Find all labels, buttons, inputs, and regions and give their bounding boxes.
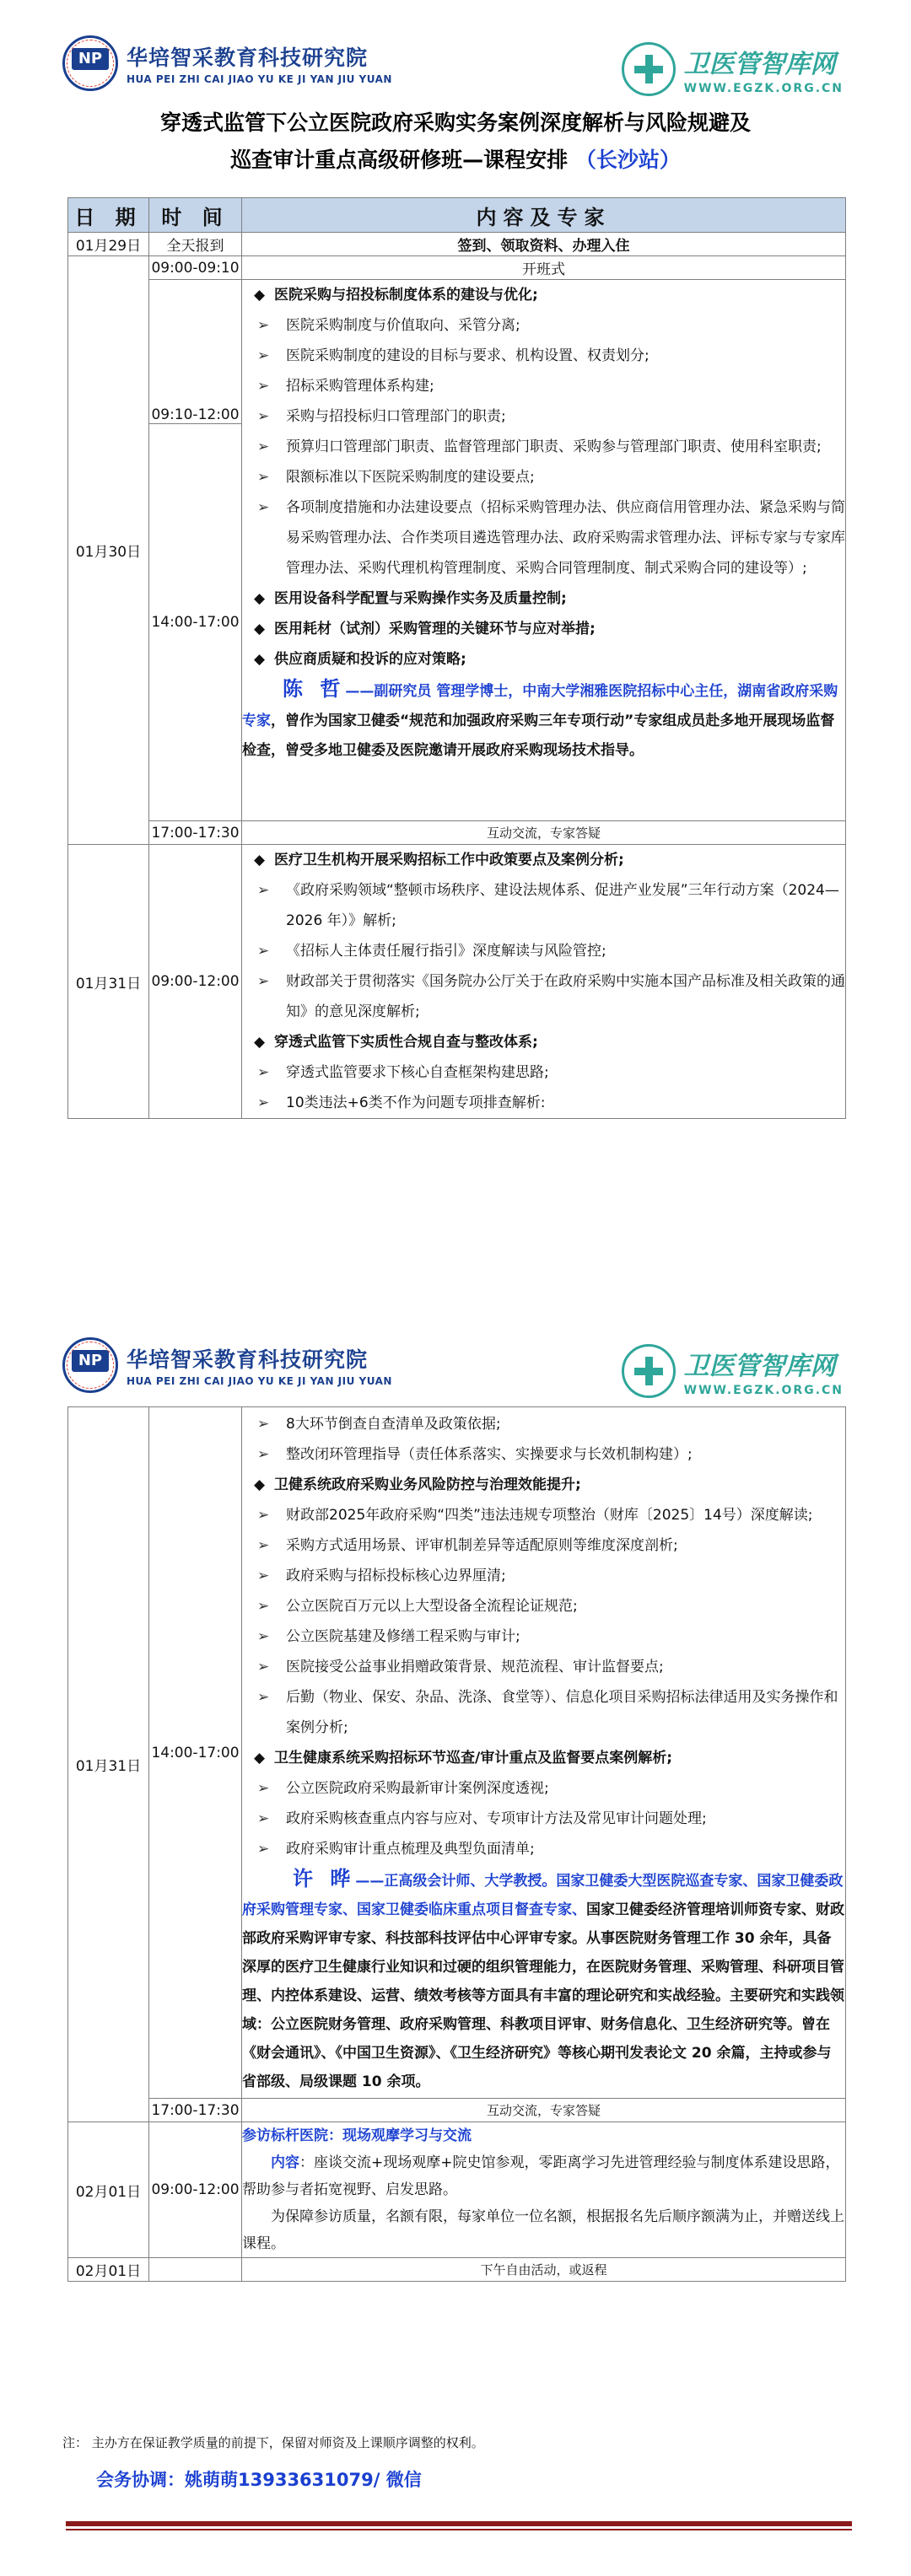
title-city: （长沙站） [574,148,681,172]
brand-logo [622,42,844,96]
table-row [68,280,846,424]
table-row: 01月29日 全天报到 签到、领取资料、办理入住 [68,233,846,256]
page2-header [0,1326,911,1401]
np-badge-icon: NP [62,35,118,91]
list-item: ➢ 限额标准以下医院采购制度的建设要点; [257,469,535,486]
list-item: ➢ 各项制度措施和办法建设要点（招标采购管理办法、供应商信用管理办法、紧急采购与简易采购管理办法、合作类项目遴选管理办法、政府采购需求管理办法、评标专家与专家库管理办法、采购代理机构管理制度、采购合同管理制度、制式采购合同的建设等）; [257,499,845,577]
schedule-table-page1 [67,197,846,1119]
page1-header [0,24,911,99]
title-line2: 巡查审计重点高级研修班—课程安排 （长沙站） [230,148,681,172]
list-item: ➢ 医院采购制度与价值取向、采管分离; [257,317,520,334]
table-row: 02月01日 下午自由活动，或返程 [68,2258,846,2282]
org-logo [62,35,392,91]
list-item: ➢ 后勤（物业、保安、杂品、洗涤、食堂等）、信息化项目采购招标法律适用及实务操作和案例分析; [257,1689,838,1736]
list-item: ➢ 医院采购制度的建设的目标与要求、机构设置、权责划分; [257,347,650,364]
list-item: ➢ 财政部关于贯彻落实《国务院办公厅关于在政府采购中实施本国产品标准及相关政策的通知》的意见深度解析; [257,973,845,1020]
list-item: ➢ 公立医院政府采购最新审计案例深度透视; [257,1780,549,1797]
list-item: ➢ 公立医院基建及修缮工程采购与审计; [257,1628,520,1645]
org-logo: NP 华培智采教育科技研究院 HUA PEI ZHI CAI JIAO YU KE JI YAN JIU YUAN [62,1337,392,1393]
list-item: ➢ 政府采购审计重点梳理及典型负面清单; [257,1841,535,1858]
list-item: ➢ 采购与招投标归口管理部门的职责; [257,408,506,425]
table-row: 01月30日 09:00-09:10 开班式 [68,256,846,280]
header-content: 内容及专家 [242,198,846,233]
medical-cross-icon [622,1344,676,1398]
table-row: 01月31日 14:00-17:00 ➢ 8大环节倒查自查清单及政策依据; ➢ 整改闭环管理指导（责任体系落实、实操要求与长效机制构建）; ◆ 卫健系统政府采购业务风险防控与治理效能提升; ➢ 财政部2025年政府采购“四类”违法违规专项整治（财库〔2025〕14号）深度解读; ➢ 采购方式适用场景、评审机制差异等适配原则等维度深度剖析; ➢ 政府采购与招标投标核心边界厘清; ➢ 公立医院百万元以上大型设备全流程论证规范; ➢ 公立医院基建及修缮工程采购与审计; ➢ 医院接受公益事业捐赠政策背景、规范流程、审计监督要点; ➢ 后勤（物业、保安、杂品、洗涤、食堂等）、信息化项目采购招标法律适用及实务操作和案例分析; ◆ 卫生健康系统采购招标环节巡查/审计重点及监督要点案例解析; ➢ 公立医院政府采购最新审计案例深度透视; ➢ 政府采购核查重点内容与应对、专项审计方法及常见审计问题处理; ➢ 政府采购审计重点梳理及典型负面清单; 许 晔——正高级会计师、大学教授。国家卫健委大型医院巡查专家、国家卫健委政府采购管理专家、国家卫健委临床重点项目督查专家、国家卫健委经济管理培训师资专家、财政部政府采购评审专家、科技部科技评估中心评审专家。从事医院财务管理工作 30 余年，具备深厚的医疗卫生健康行业知识和过硬的组织管理能力，在医院财务管理、采购管理、科研项目管理、内控体系建设、运营、绩效考核等方面具有丰富的理论研究和实战经验。主要研究和实践领域：公立医院财务管理、政府采购管理、科教项目评审、财务信息化、卫生经济研究等。曾在《财会通讯》、《中国卫生资源》、《卫生经济研究》等核心期刊发表论文 20 余篇，主持或参与省部级、局级课题 10 余项。 [68,1407,846,2099]
list-item: ➢ 公立医院百万元以上大型设备全流程论证规范; [257,1598,578,1615]
brand-logo: 卫医管智库网 WWW.EGZK.ORG.CN [622,1344,844,1398]
header-date: 日 期 [68,198,149,233]
medical-cross-icon [622,42,676,96]
contact-info: 会务协调：姚萌萌13933631079/ 微信 [96,2470,422,2490]
table-row: 02月01日 09:00-12:00 参访标杆医院：现场观摩学习与交流 内容：座谈交流+现场观摩+院史馆参观，零距离学习先进管理经验与制度体系建设思路，帮助参与者拓宽视野、启发思路。 为保障参访质量，名额有限，每家单位一位名额，根据报名先后顺序额满为止，并赠送线上课程。 [68,2122,846,2258]
list-item: ➢ 医院接受公益事业捐赠政策背景、规范流程、审计监督要点; [257,1659,664,1675]
brand-url: WWW.EGZK.ORG.CN [683,82,844,95]
np-badge-icon: NP [62,1337,118,1393]
footnote: 注： 主办方在保证教学质量的前提下，保留对师资及上课顺序调整的权利。 [62,2435,484,2450]
list-item: ➢ 整改闭环管理指导（责任体系落实、实操要求与长效机制构建）; [257,1446,693,1463]
day2-content: ◆ 医院采购与招投标制度体系的建设与优化; ➢ 医院采购制度与价值取向、采管分离; ➢ 医院采购制度的建设的目标与要求、机构设置、权责划分; ➢ 招标采购管理体系构建; ➢ 采购与招投标归口管理部门的职责; ➢ 预算归口管理部门职责、监督管理部门职责、采购参与管理部门职责、使用科室职责; ➢ 限额标准以下医院采购制度的建设要点; ➢ 各项制度措施和办法建设要点（招标采购管理办法、供应商信用管理办法、紧急采购与简易采购管理办法、合作类项目遴选管理办法、政府采购需求管理办法、评标专家与专家库管理办法、采购代理机构管理制度、采购合同管理制度、制式采购合同的建设等）; ◆ 医用设备科学配置与采购操作实务及质量控制; ◆ 医用耗材（试剂）采购管理的关键环节与应对举措; ◆ 供应商质疑和投诉的应对策略; 陈 哲——副研究员 管理学博士，中南大学湘雅医院招标中心主任，湖南省政府采购专家，曾作为国家卫健委“规范和加强政府采购三年专项行动”专家组成员赴多地开展现场监督检查，曾受多地卫健委及医院邀请开展政府采购现场技术指导。 [242,280,846,821]
footer-rule-thin [66,2529,852,2530]
header-time: 时 间 [149,198,242,233]
org-name-cn: 华培智采教育科技研究院 [127,46,369,70]
schedule-table-page2 [67,1406,846,2282]
afternoon-time: 14:00-17:00 [149,424,242,821]
list-item: ➢ 招标采购管理体系构建; [257,378,434,395]
table-row: 17:00-17:30 互动交流，专家答疑 [68,821,846,845]
list-item: ➢ 采购方式适用场景、评审机制差异等适配原则等维度深度剖析; [257,1537,678,1554]
brand-name-cn: 卫医管智库网 [683,50,836,79]
list-item: ➢ 《政府采购领域“整顿市场秩序、建设法规体系、促进产业发展”三年行动方案（2024—2026 年）》解析; [257,882,839,929]
list-item: ➢ 穿透式监管要求下核心自查框架构建思路; [257,1064,549,1081]
list-item: ➢ 预算归口管理部门职责、监督管理部门职责、采购参与管理部门职责、使用科室职责; [257,438,822,455]
org-name-en: HUA PEI ZHI CAI JIAO YU KE JI YAN JIU YUAN [127,73,392,85]
list-item: ➢ 10类违法+6类不作为问题专项排查解析: [257,1094,546,1111]
list-item: ➢ 政府采购与招标投标核心边界厘清; [257,1568,506,1584]
lecturer-bio-2: 许 晔——正高级会计师、大学教授。国家卫健委大型医院巡查专家、国家卫健委政府采购管理专家、国家卫健委临床重点项目督查专家、国家卫健委经济管理培训师资专家、财政部政府采购评审专家、科技部科技评估中心评审专家。从事医院财务管理工作 30 余年，具备深厚的医疗卫生健康行业知识和过硬的组织管理能力，在医院财务管理、采购管理、科研项目管理、内控体系建设、运营、绩效考核等方面具有丰富的理论研究和实战经验。主要研究和实践领域：公立医院财务管理、政府采购管理、科教项目评审、财务信息化、卫生经济研究等。曾在《财会通讯》、《中国卫生资源》、《卫生经济研究》等核心期刊发表论文 20 余篇，主持或参与省部级、局级课题 10 余项。 [242,1867,844,2090]
page-title [0,105,911,179]
footer-rule [66,2521,852,2526]
morning-time: 09:10-12:00 [149,280,242,424]
table-row: 01月31日 09:00-12:00 ◆ 医疗卫生机构开展采购招标工作中政策要点及案例分析; ➢ 《政府采购领域“整顿市场秩序、建设法规体系、促进产业发展”三年行动方案（2024—2026 年）》解析; ➢ 《招标人主体责任履行指引》深度解读与风险管控; ➢ 财政部关于贯彻落实《国务院办公厅关于在政府采购中实施本国产品标准及相关政策的通知》的意见深度解析; ◆ 穿透式监管下实质性合规自查与整改体系; ➢ 穿透式监管要求下核心自查框架构建思路; ➢ 10类违法+6类不作为问题专项排查解析: [68,845,846,1119]
list-item: ➢ 《招标人主体责任履行指引》深度解读与风险管控; [257,943,606,960]
table-row: 17:00-17:30 互动交流，专家答疑 [68,2099,846,2122]
title-line1: 穿透式监管下公立医院政府采购实务案例深度解析与风险规避及 [159,110,751,135]
visit-heading: 参访标杆医院：现场观摩学习与交流 [242,2127,472,2144]
lecturer-bio-1: 陈 哲——副研究员 管理学博士，中南大学湘雅医院招标中心主任，湖南省政府采购专家，曾作为国家卫健委“规范和加强政府采购三年专项行动”专家组成员赴多地开展现场监督检查，曾受多地卫健委及医院邀请开展政府采购现场技术指导。 [242,677,838,759]
list-item: ➢ 8大环节倒查自查清单及政策依据; [257,1416,501,1433]
list-item: ➢ 财政部2025年政府采购“四类”违法违规专项整治（财库〔2025〕14号）深度解读; [257,1507,813,1524]
list-item: ➢ 政府采购核查重点内容与应对、专项审计方法及常见审计问题处理; [257,1810,707,1827]
